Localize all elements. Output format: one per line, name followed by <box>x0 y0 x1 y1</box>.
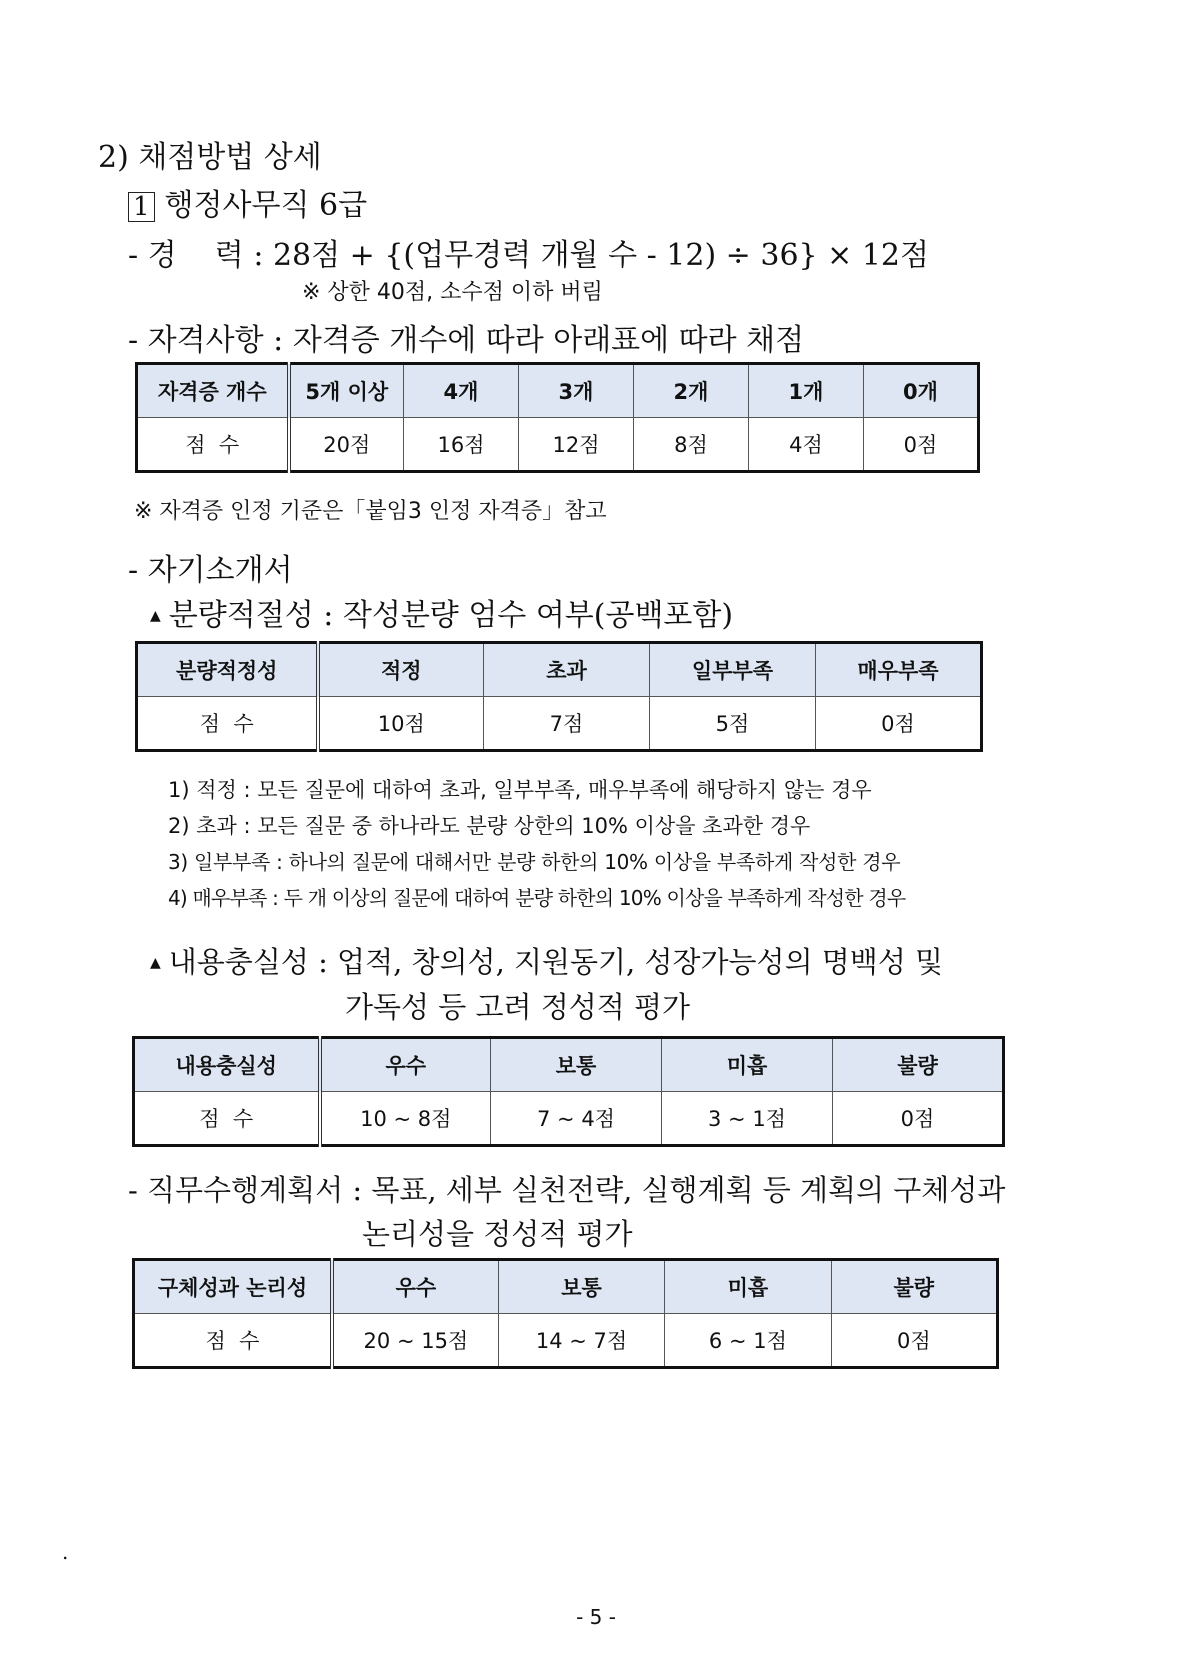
career-formula: : 28점 + {(업무경력 개월 수 - 12) ÷ 36} × 12점 <box>253 238 929 273</box>
table-header-cell: 매우부족 <box>816 643 982 697</box>
content-table <box>132 1036 1005 1147</box>
job-plan-table-score-row <box>134 1314 998 1368</box>
table-cell: 4점 <box>749 418 864 472</box>
table-header-cell: 분량적정성 <box>137 643 318 697</box>
table-header-cell: 우수 <box>332 1260 498 1314</box>
content-table-score-row <box>134 1092 1004 1146</box>
table-header-cell: 3개 <box>519 364 634 418</box>
table-cell: 0점 <box>816 697 982 751</box>
career-label: - 경 력 <box>128 238 244 273</box>
amount-note: 3) 일부부족 : 하나의 질문에 대해서만 분량 하한의 10% 이상을 부족하게 작성한 경우 <box>168 850 901 874</box>
table-cell: 12점 <box>519 418 634 472</box>
table-cell: 7 ~ 4점 <box>491 1092 662 1146</box>
table-cell: 3 ~ 1점 <box>662 1092 833 1146</box>
table-header-cell: 보통 <box>498 1260 664 1314</box>
job-plan-table-header-row <box>134 1260 998 1314</box>
job-plan-label-line1: - 직무수행계획서 : 목표, 세부 실천전략, 실행계획 등 계획의 구체성과 <box>128 1173 1006 1207</box>
job-plan-table <box>132 1258 999 1369</box>
table-header-cell: 미흡 <box>665 1260 831 1314</box>
table-cell: 0점 <box>864 418 979 472</box>
table-cell: 20점 <box>289 418 404 472</box>
table-cell: 점 수 <box>134 1314 332 1368</box>
table-header-cell: 불량 <box>833 1038 1004 1092</box>
table-header-cell: 적정 <box>318 643 484 697</box>
amount-table <box>135 641 983 752</box>
table-header-cell: 1개 <box>749 364 864 418</box>
table-cell: 8점 <box>634 418 749 472</box>
career-line <box>128 230 929 274</box>
table-header-cell: 2개 <box>634 364 749 418</box>
table-header-cell: 우수 <box>320 1038 491 1092</box>
table-header-cell: 보통 <box>491 1038 662 1092</box>
amount-heading <box>150 590 733 634</box>
subsection-heading <box>128 180 367 224</box>
table-cell: 0점 <box>833 1092 1004 1146</box>
career-note: ※ 상한 40점, 소수점 이하 버림 <box>302 280 603 305</box>
subsection-title: 행정사무직 6급 <box>164 188 368 223</box>
amount-label: 분량적절성 : 작성분량 엄수 여부(공백포함) <box>168 598 734 633</box>
qualification-table-header-row <box>137 364 979 418</box>
table-header-cell: 4개 <box>404 364 519 418</box>
table-header-cell: 0개 <box>864 364 979 418</box>
table-header-cell: 초과 <box>484 643 650 697</box>
table-cell: 6 ~ 1점 <box>665 1314 831 1368</box>
table-header-cell: 미흡 <box>662 1038 833 1092</box>
table-cell: 5점 <box>650 697 816 751</box>
table-cell: 점 수 <box>137 418 289 472</box>
content-label-line2: 가독성 등 고려 정성적 평가 <box>345 990 691 1024</box>
content-label-line1: 내용충실성 : 업적, 창의성, 지원동기, 성장가능성의 명백성 및 <box>168 945 944 979</box>
table-cell: 16점 <box>404 418 519 472</box>
table-header-cell: 내용충실성 <box>134 1038 320 1092</box>
self-intro-label: - 자기소개서 <box>128 553 293 588</box>
table-cell: 점 수 <box>134 1092 320 1146</box>
bullet-triangle-icon: ▲ <box>150 608 161 624</box>
table-cell: 10 ~ 8점 <box>320 1092 491 1146</box>
table-cell: 7점 <box>484 697 650 751</box>
section-title: 2) 채점방법 상세 <box>98 140 322 175</box>
amount-note: 1) 적정 : 모든 질문에 대하여 초과, 일부부족, 매우부족에 해당하지 않는 경우 <box>168 778 872 802</box>
amount-note: 4) 매우부족 : 두 개 이상의 질문에 대하여 분량 하한의 10% 이상을 부족하게 작성한 경우 <box>168 886 906 910</box>
job-plan-label-line2: 논리성을 정성적 평가 <box>362 1217 633 1251</box>
qualification-note: ※ 자격증 인정 기준은「붙임3 인정 자격증」참고 <box>134 499 607 524</box>
amount-table-header-row <box>137 643 982 697</box>
table-cell: 20 ~ 15점 <box>332 1314 498 1368</box>
stray-dot: . <box>62 1540 69 1564</box>
table-header-cell: 불량 <box>831 1260 997 1314</box>
subsection-number-box: 1 <box>128 192 155 222</box>
amount-table-score-row <box>137 697 982 751</box>
qualification-table <box>135 362 980 473</box>
qualification-label: - 자격사항 : 자격증 개수에 따라 아래표에 따라 채점 <box>128 323 805 358</box>
table-header-cell: 일부부족 <box>650 643 816 697</box>
table-header-cell: 5개 이상 <box>289 364 404 418</box>
table-header-cell: 자격증 개수 <box>137 364 289 418</box>
amount-note: 2) 초과 : 모든 질문 중 하나라도 분량 상한의 10% 이상을 초과한 경우 <box>168 814 811 838</box>
bullet-triangle-icon: ▲ <box>150 955 161 971</box>
table-cell: 0점 <box>831 1314 997 1368</box>
content-table-header-row <box>134 1038 1004 1092</box>
page-number: - 5 - <box>576 1605 616 1629</box>
table-cell: 14 ~ 7점 <box>498 1314 664 1368</box>
table-cell: 점 수 <box>137 697 318 751</box>
content-heading <box>150 940 943 981</box>
qualification-table-score-row <box>137 418 979 472</box>
table-header-cell: 구체성과 논리성 <box>134 1260 332 1314</box>
table-cell: 10점 <box>318 697 484 751</box>
